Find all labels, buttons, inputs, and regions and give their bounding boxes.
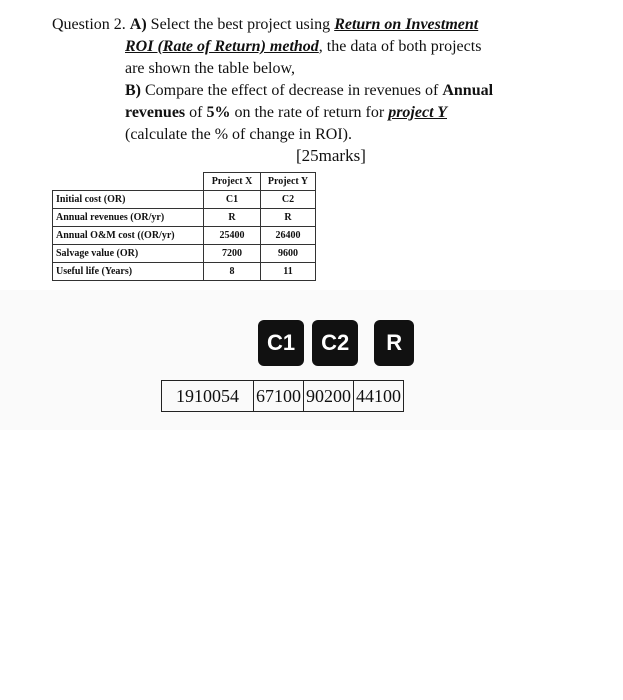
table-row [53, 191, 316, 209]
value-cell: 1910054 [161, 380, 254, 412]
table-row [53, 245, 316, 263]
projects-table [52, 172, 316, 281]
question-line-2 [52, 36, 572, 58]
variable-labels [258, 320, 414, 366]
question-text-span: of [185, 104, 207, 121]
question-text [52, 14, 572, 146]
part-b-label: B) [125, 82, 141, 99]
cell-project-y: R [261, 209, 316, 227]
question-line-3: are shown the table below, [125, 60, 296, 77]
question-line-4 [52, 80, 572, 102]
marks-label: [25marks] [296, 146, 366, 165]
value-cell: 44100 [354, 380, 404, 412]
cell-project-x: 8 [204, 263, 261, 281]
variable-values [161, 380, 404, 412]
table-corner-cell [53, 173, 204, 191]
variable-c1-label: C1 [258, 320, 304, 366]
row-label: Initial cost (OR) [53, 191, 204, 209]
table-row [53, 227, 316, 245]
percent-bold: 5% [206, 104, 231, 121]
row-label: Salvage value (OR) [53, 245, 204, 263]
row-label: Annual O&M cost ((OR/yr) [53, 227, 204, 245]
variable-r-label: R [374, 320, 414, 366]
question-number: Question 2. [52, 16, 130, 33]
row-label: Useful life (Years) [53, 263, 204, 281]
question-line-5 [52, 102, 572, 124]
revenues-bold: revenues [125, 104, 186, 121]
annual-bold: Annual [442, 82, 494, 99]
cell-project-y: 9600 [261, 245, 316, 263]
value-cell: 67100 [254, 380, 304, 412]
question-text-span: Compare the effect of decrease in revenues of [141, 82, 443, 99]
header-project-x: Project X [204, 173, 261, 191]
question-text-span: Select the best project using [146, 16, 335, 33]
cell-project-x: C1 [204, 191, 261, 209]
question-text-span: , the data of both projects [318, 38, 482, 55]
variable-c2-label: C2 [312, 320, 358, 366]
table-row [53, 209, 316, 227]
roi-method-emphasis: Return on Investment [334, 16, 479, 33]
table-header-row [53, 173, 316, 191]
table-row [53, 263, 316, 281]
question-text-span: on the rate of return for [230, 104, 389, 121]
cell-project-y: 11 [261, 263, 316, 281]
cell-project-x: 25400 [204, 227, 261, 245]
question-line-1 [52, 14, 572, 36]
row-label: Annual revenues (OR/yr) [53, 209, 204, 227]
cell-project-y: C2 [261, 191, 316, 209]
project-y-emphasis: project Y [388, 104, 447, 121]
cell-project-y: 26400 [261, 227, 316, 245]
value-cell: 90200 [304, 380, 354, 412]
cell-project-x: R [204, 209, 261, 227]
cell-project-x: 7200 [204, 245, 261, 263]
roi-method-emphasis-2: ROI (Rate of Return) method [125, 38, 319, 55]
question-line-6: (calculate the % of change in ROI). [125, 126, 353, 143]
header-project-y: Project Y [261, 173, 316, 191]
part-a-label: A) [129, 16, 147, 33]
